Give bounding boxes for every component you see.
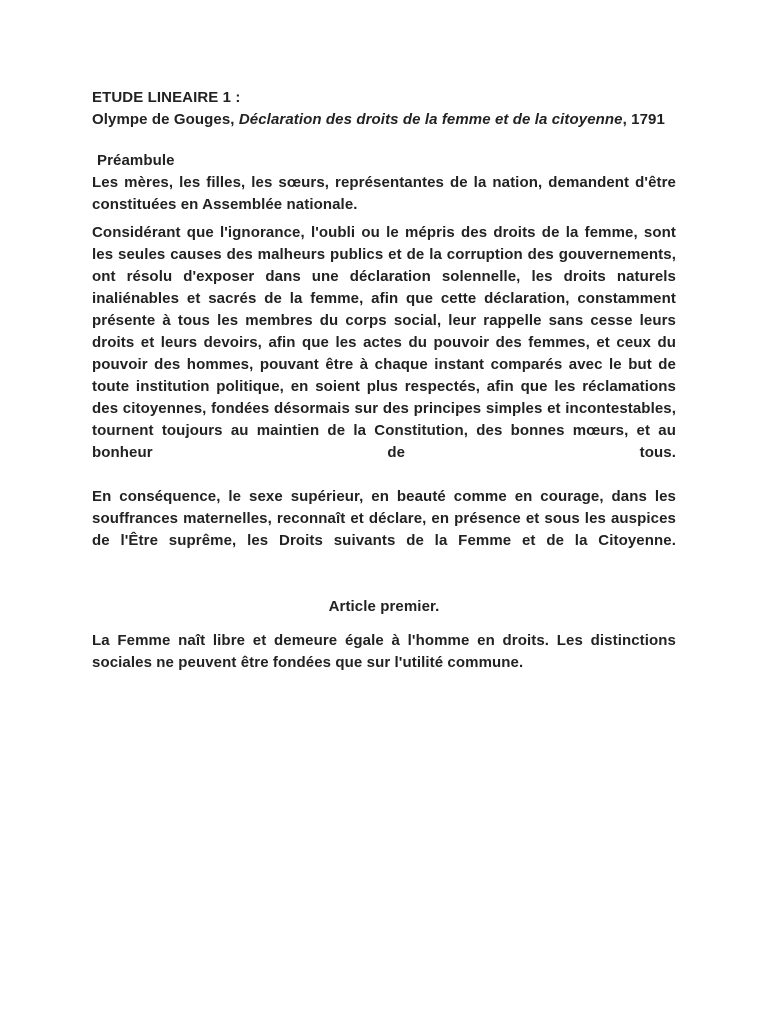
work-title: Déclaration des droits de la femme et de la citoyenne xyxy=(238,111,623,128)
publication-year: , 1791 xyxy=(622,111,665,128)
article-paragraph: La Femme naît libre et demeure égale à l'homme en droits. Les distinctions sociales ne peuvent être fondées que sur l'utilité commune. xyxy=(92,632,676,671)
author-name: Olympe de Gouges, xyxy=(92,111,235,128)
preamble-considerant-paragraph: Considérant que l'ignorance, l'oubli ou le mépris des droits de la femme, sont les seules causes des malheurs publics et de la corruption des gouvernements, ont résolu d'exposer dans une déclaration solennelle, les droits naturels inaliénables et sacrés de la femme, afin que cette déclaration, constamment présente à tous les membres du corps social, leur rappelle sans cesse leurs droits et leurs devoirs, afin que les actes du pouvoir des femmes, et ceux du pouvoir des hommes, pouvant être à chaque instant comparés avec le but de toute institution politique, en soient plus respectés, afin que les réclamations des citoyennes, fondées désormais sur des principes simples et incontestables, tournent toujours au maintien de la Constitution, des bonnes mœurs, et au bonheur de tous. xyxy=(92,224,676,461)
document-title-line xyxy=(92,109,676,131)
preamble-label: Préambule xyxy=(97,152,175,169)
preamble-consequence-paragraph: En conséquence, le sexe supérieur, en beauté comme en courage, dans les souffrances maternelles, reconnaît et déclare, en présence et sous les auspices de l'Être suprême, les Droits suivants de la Femme et de la Citoyenne. xyxy=(92,488,676,549)
article-title: Article premier. xyxy=(328,598,440,615)
document-page xyxy=(92,87,676,674)
document-heading: ETUDE LINEAIRE 1 : xyxy=(92,89,241,106)
preamble-intro-paragraph: Les mères, les filles, les sœurs, représentantes de la nation, demandent d'être constituées en Assemblée nationale. xyxy=(92,174,676,213)
